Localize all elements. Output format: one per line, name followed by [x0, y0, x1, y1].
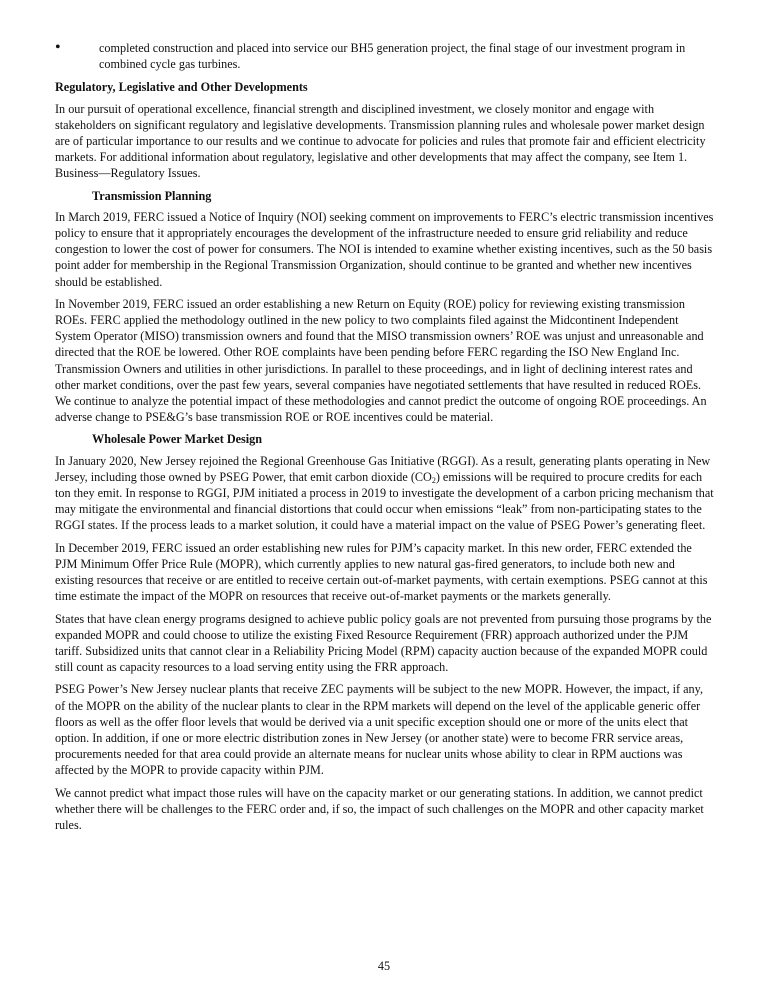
wholesale-paragraph-3: States that have clean energy programs designed to achieve public policy goals are not prevented from pursuing those programs by the expanded MOPR and could choose to utilize the existing Fixed Resource Requirement (FRR) approach authorized under the PJM tariff. Subsidized units that cannot clear in a Reliability Pricing Model (RPM) capacity auction because of the expanded MOPR could still count as capacity resources to a load serving entity using the FRR approach.: [55, 611, 712, 675]
transmission-paragraph-2: In November 2019, FERC issued an order establishing a new Return on Equity (ROE) policy for reviewing existing transmission ROEs. FERC applied the methodology outlined in the new policy to two complaints filed against the Midcontinent Independent System Operator (MISO) transmission owners and found that the MISO transmission owners’ ROE was unjust and unreasonable and directed that the ROE be lowered. Other ROE complaints have been pending before FERC regarding the ISO New England Inc. Transmission Owners and utilities in other jurisdictions. In parallel to these proceedings, and in light of declining interest rates and other market conditions, over the past few years, several companies have negotiated settlements that have resulted in reduced ROEs. We continue to analyze the potential impact of these methodologies and cannot predict the outcome of ongoing ROE proceedings. An adverse change to PSE&G’s base transmission ROE or ROE incentives could be material.: [55, 296, 707, 425]
wholesale-p1-part-a: In January 2020, New Jersey rejoined the Regional Greenhouse Gas Initiative (RGGI). As a result, generating plants operating in New Jersey, including those owned by PSEG Power, that emit carbon dioxide (CO: [55, 453, 711, 484]
page-number: 45: [377, 959, 391, 973]
document-page: [55, 40, 715, 839]
bullet-icon: •: [55, 39, 61, 56]
wholesale-paragraph-2: In December 2019, FERC issued an order establishing new rules for PJM’s capacity market. In this new order, FERC extended the PJM Minimum Offer Price Rule (MOPR), which currently applies to new natural gas-fired generators, to include both new and existing resources that receive or are entitled to receive certain out-of-market payments, with certain exemptions. PSEG cannot at this time estimate the impact of the MOPR on resources that receive out-of-market payments or the markets generally.: [55, 540, 708, 604]
wholesale-paragraph-4: PSEG Power’s New Jersey nuclear plants that receive ZEC payments will be subject to the new MOPR. However, the impact, if any, of the MOPR on the ability of the nuclear plants to clear in the RPM markets will depend on the level of the applicable generic offer floors as well as the offer floor levels that would be derived via a unit specific exception should one or more of the units elect that option. In addition, if one or more electric distribution zones in New Jersey (or another state) were to become FRR service areas, procurements needed for that area could provide an alternate means for nuclear units whose ability to clear in RPM auctions was affected by the MOPR to provide capacity within PJM.: [55, 682, 704, 778]
transmission-planning-heading: Transmission Planning: [92, 188, 212, 203]
transmission-paragraph-1: In March 2019, FERC issued a Notice of Inquiry (NOI) seeking comment on improvements to FERC’s electric transmission incentives policy to ensure that it appropriately encourages the development of the infrastructure needed to ensure grid reliability and reduce congestion to lower the cost of power for consumers. The NOI is intended to examine whether existing incentives, such as the 50 basis point adder for membership in the Regional Transmission Organization, should continue to be granted and whether new incentives should be established.: [55, 209, 714, 289]
section-heading: Regulatory, Legislative and Other Developments: [55, 80, 308, 95]
wholesale-paragraph-1: [55, 453, 715, 534]
co2-subscript: 2: [431, 475, 436, 485]
bullet-text: completed construction and placed into service our BH5 generation project, the final stage of our investment program in combined cycle gas turbines.: [99, 41, 686, 72]
wholesale-p1-part-b: ) emissions will be required to procure credits for each ton they emit. In response to RGGI, PJM initiated a process in 2019 to investigate the development of a carbon pricing mechanism that may mitigate the environmental and financial distortions that could occur when emissions “leak” from non-participating states to the RGGI states. If the process leads to a market solution, it could have a material impact on the value of PSEG Power’s generating fleet.: [55, 469, 714, 533]
wholesale-market-heading: Wholesale Power Market Design: [92, 432, 263, 447]
wholesale-paragraph-5: We cannot predict what impact those rules will have on the capacity market or our generating stations. In addition, we cannot predict whether there will be challenges to the FERC order and, if so, the impact of such challenges on the MOPR and other capacity market rules.: [55, 785, 704, 832]
bullet-item: [55, 40, 715, 72]
section-intro-paragraph: In our pursuit of operational excellence, financial strength and disciplined investment, we closely monitor and engage with stakeholders on significant regulatory and legislative developments. Transmission planning rules and wholesale power market design are of particular importance to our results and we continue to advocate for policies and rules that promote fair and efficient electricity markets. For additional information about regulatory, legislative and other developments that may affect the company, see Item 1. Business—Regulatory Issues.: [55, 101, 706, 181]
